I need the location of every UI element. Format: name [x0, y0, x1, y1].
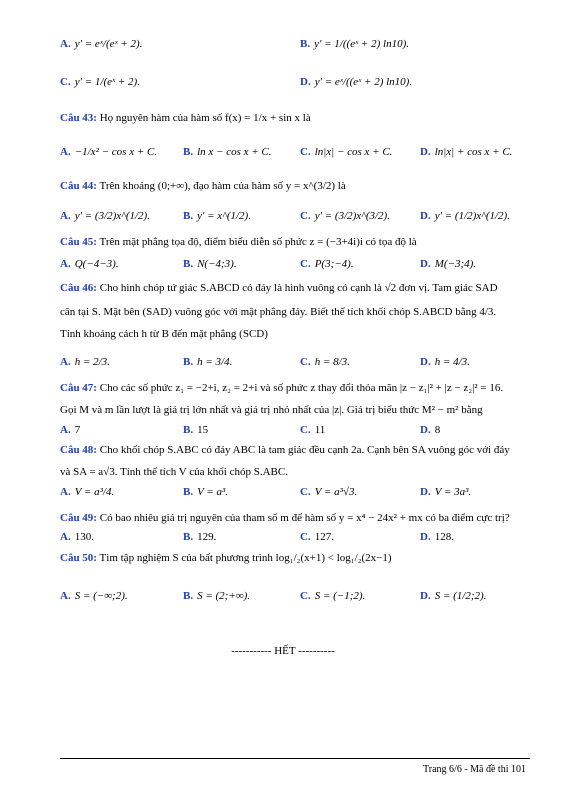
q42-option-d: D. y′ = eˣ/((eˣ + 2) ln10). [300, 76, 413, 88]
question-47-line-2: Gọi M và m lần lượt là giá trị lớn nhất và giá trị nhỏ nhất của |z|. Giá trị biểu thức M² − m² bằng [60, 404, 483, 416]
end-marker: ----------- HẾT ---------- [231, 645, 335, 657]
q42-option-c: C. y′ = 1/(eˣ + 2). [60, 76, 140, 88]
q50-option-c: C. S = (−1;2). [300, 590, 366, 602]
question-49: Câu 49: Có bao nhiêu giá trị nguyên của tham số m để hàm số y = x⁴ − 24x² + mx có ba điểm cực trị? [60, 512, 510, 524]
q50-option-a: A. S = (−∞;2). [60, 590, 128, 602]
question-48: Câu 48: Cho khối chóp S.ABC có đáy ABC là tam giác đều cạnh 2a. Cạnh bên SA vuông góc với đáy [60, 444, 510, 456]
question-50: Câu 50: Tìm tập nghiệm S của bất phương trình log₁/₂(x+1) < log₁/₂(2x−1) [60, 552, 392, 564]
question-46-line-2: cân tại S. Mặt bên (SAD) vuông góc với mặt phẳng đáy. Biết thể tích khối chóp S.ABCD bằng 4/3. [60, 306, 497, 318]
q45-option-d: D. M(−3;4). [420, 258, 477, 270]
q47-option-a: A. 7 [60, 424, 81, 436]
q45-option-b: B. N(−4;3). [183, 258, 237, 270]
q44-option-b: B. y′ = x^(1/2). [183, 210, 251, 222]
footer-divider [60, 758, 530, 759]
q45-option-a: A. Q(−4−3). [60, 258, 119, 270]
question-48-line-2: và SA = a√3. Tính thể tích V của khối chóp S.ABC. [60, 466, 288, 478]
question-43: Câu 43: Họ nguyên hàm của hàm số f(x) = 1/x + sin x là [60, 112, 311, 124]
question-46: Câu 46: Cho hình chóp tứ giác S.ABCD có đáy là hình vuông có cạnh là √2 đơn vị. Tam giác SAD [60, 282, 498, 294]
question-44: Câu 44: Trên khoảng (0;+∞), đạo hàm của hàm số y = x^(3/2) là [60, 180, 346, 192]
q43-option-d: D. ln|x| + cos x + C. [420, 146, 513, 158]
q44-option-a: A. y′ = (3/2)x^(1/2). [60, 210, 150, 222]
q49-option-c: C. 127. [300, 531, 334, 543]
q46-option-c: C. h = 8/3. [300, 356, 350, 368]
q42-option-a: A. y′ = eˣ/(eˣ + 2). [60, 38, 143, 50]
q48-option-b: B. V = a³. [183, 486, 229, 498]
q44-option-d: D. y′ = (1/2)x^(1/2). [420, 210, 510, 222]
q42-option-b: B. y′ = 1/((eˣ + 2) ln10). [300, 38, 409, 50]
q43-option-b: B. ln x − cos x + C. [183, 146, 272, 158]
q48-option-a: A. V = a³/4. [60, 486, 115, 498]
q47-option-d: D. 8 [420, 424, 441, 436]
q50-option-d: D. S = (1/2;2). [420, 590, 487, 602]
q46-option-d: D. h = 4/3. [420, 356, 470, 368]
question-46-line-3: Tính khoảng cách h từ B đến mặt phẳng (SCD) [60, 328, 268, 340]
q44-option-c: C. y′ = (3/2)x^(3/2). [300, 210, 390, 222]
q46-option-a: A. h = 2/3. [60, 356, 110, 368]
q43-option-c: C. ln|x| − cos x + C. [300, 146, 393, 158]
q48-option-d: D. V = 3a³. [420, 486, 472, 498]
q47-option-c: C. 11 [300, 424, 326, 436]
page-footer: Trang 6/6 - Mã đề thi 101 [423, 764, 526, 775]
q49-option-d: D. 128. [420, 531, 454, 543]
q45-option-c: C. P(3;−4). [300, 258, 354, 270]
q49-option-b: B. 129. [183, 531, 217, 543]
q49-option-a: A. 130. [60, 531, 94, 543]
question-47: Câu 47: Cho các số phức z₁ = −2+i, z₂ = 2+i và số phức z thay đổi thỏa mãn |z − z₁|² + |z − z₂|² = 16. [60, 382, 504, 394]
q46-option-b: B. h = 3/4. [183, 356, 233, 368]
question-45: Câu 45: Trên mặt phẳng tọa độ, điểm biểu diễn số phức z = (−3+4i)i có tọa độ là [60, 236, 417, 248]
q50-option-b: B. S = (2;+∞). [183, 590, 251, 602]
q48-option-c: C. V = a³√3. [300, 486, 358, 498]
q43-option-a: A. −1/x² − cos x + C. [60, 146, 158, 158]
q47-option-b: B. 15 [183, 424, 209, 436]
